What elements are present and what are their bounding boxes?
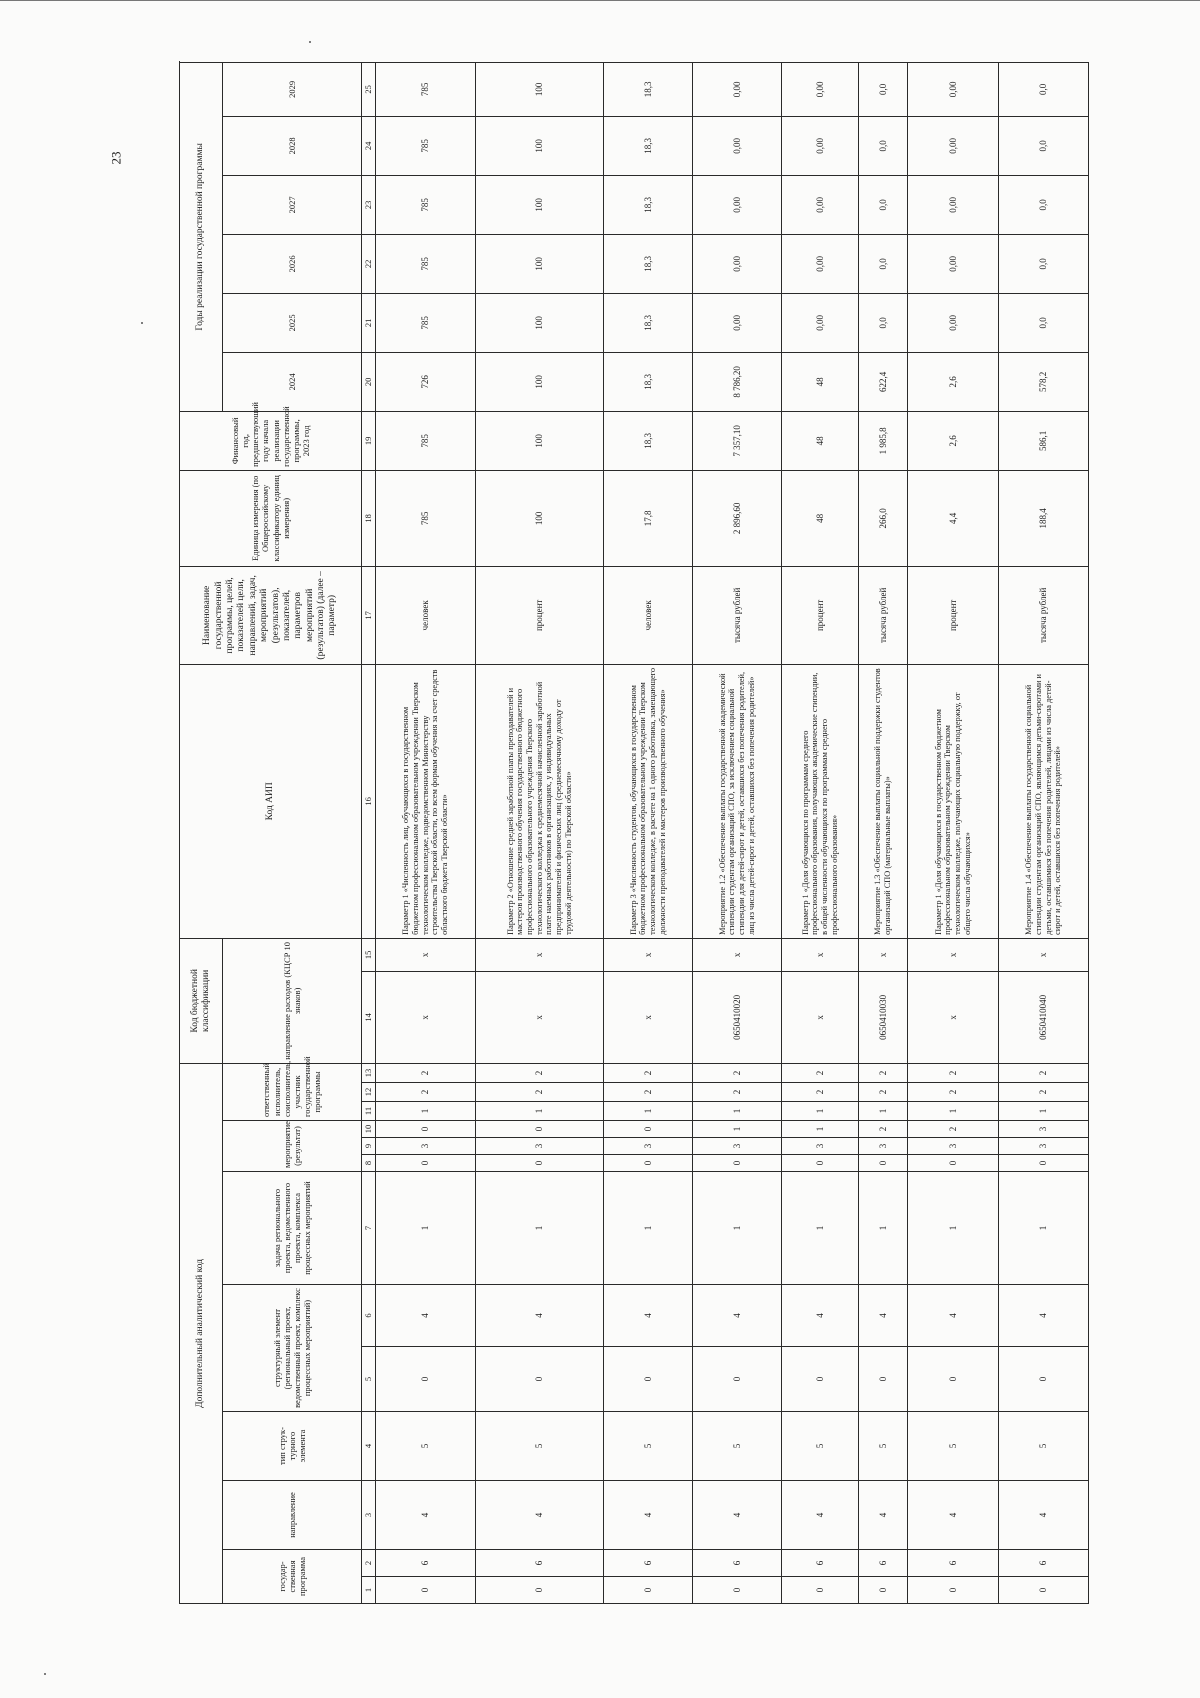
cell-2024: 7 357,10: [693, 411, 782, 470]
col-num: 10: [362, 1121, 376, 1138]
cell-2025: 18,3: [604, 352, 693, 411]
cell-measure-3: 2: [908, 1121, 999, 1138]
cell-2027: 18,3: [604, 234, 693, 293]
cell-gp-1: 0: [859, 1577, 908, 1604]
cell-measure-2: 3: [693, 1138, 782, 1155]
cell-2027: 0,00: [908, 234, 999, 293]
header-structural-element: структурный элемент (региональный проект, ведомственный проект, комплекс процессных мероприятий): [223, 1285, 362, 1412]
cell-executor-2: 2: [476, 1083, 604, 1102]
cell-2029: 0,00: [693, 116, 782, 175]
header-kcsr: направление расходов (КЦСР 10 знаков): [223, 938, 362, 1063]
cell-element-type: 5: [859, 1412, 908, 1481]
header-unit: Единица измерения (по Общероссийскому классификатору единиц измерения): [180, 470, 362, 566]
cell-2025: 2,6: [908, 352, 999, 411]
cell-executor-1: 1: [999, 1102, 1089, 1121]
cell-element-type: 5: [908, 1412, 999, 1481]
cell-direction: 4: [999, 1481, 1089, 1550]
cell-structural-element-2: 4: [999, 1285, 1089, 1347]
cell-2030: 785: [376, 62, 476, 116]
cell-name: Мероприятие 1.4 «Обеспечение выплаты государственной социальной стипендии студентам организаций СПО, являющимся детьми-сиротами и детьми, оставшимися без попечения родителей, лицами из числа детей-сирот и детей, оставшихся без попечения родителей»: [999, 664, 1089, 938]
cell-executor-3: 2: [859, 1063, 908, 1082]
cell-element-type: 5: [782, 1412, 859, 1481]
cell-measure-2: 3: [859, 1138, 908, 1155]
cell-executor-3: 2: [376, 1063, 476, 1082]
cell-2030: 0,0: [999, 62, 1089, 116]
col-num: 1: [362, 1577, 376, 1604]
cell-task: 1: [604, 1172, 693, 1285]
cell-task: 1: [999, 1172, 1089, 1285]
page-top-edge: [0, 0, 1200, 1]
header-task: задача регионального проекта, ведомственного проекта, комплекса процессных мероприятий: [223, 1172, 362, 1285]
cell-aip: x: [859, 938, 908, 971]
cell-gp-2: 6: [782, 1550, 859, 1577]
cell-2028: 18,3: [604, 175, 693, 234]
cell-executor-1: 1: [604, 1102, 693, 1121]
cell-structural-element-2: 4: [476, 1285, 604, 1347]
cell-executor-3: 2: [693, 1063, 782, 1082]
cell-measure-3: 2: [859, 1121, 908, 1138]
document-table-area: [179, 80, 1063, 1604]
cell-fin-year: 17,8: [604, 470, 693, 566]
cell-executor-3: 2: [782, 1063, 859, 1082]
cell-2024: 586,1: [999, 411, 1089, 470]
cell-kcsr: x: [782, 971, 859, 1063]
cell-2026: 0,0: [859, 293, 908, 352]
cell-name: Параметр 1 «Доля обучающихся по программам среднего профессионального образования, получающих академические стипендии, в общей численности обучающихся по программам среднего профессионального образования»: [782, 664, 859, 938]
table-row: [376, 62, 476, 1603]
col-num: 23: [362, 175, 376, 234]
header-years-group: Годы реализации государственной программы: [180, 62, 223, 411]
cell-2028: 0,00: [782, 175, 859, 234]
cell-2026: 18,3: [604, 293, 693, 352]
cell-executor-3: 2: [999, 1063, 1089, 1082]
col-num: 25: [362, 62, 376, 116]
cell-element-type: 5: [693, 1412, 782, 1481]
cell-name: Мероприятие 1.3 «Обеспечение выплаты социальной поддержки студентов организаций СПО (материальные выплаты)»: [859, 664, 908, 938]
cell-measure-3: 1: [782, 1121, 859, 1138]
col-num: 17: [362, 566, 376, 664]
cell-measure-3: 0: [476, 1121, 604, 1138]
cell-name: Мероприятие 1.2 «Обеспечение выплаты государственной академической стипендии студентам организаций СПО, за исключением социальной стипендии для детей-сирот и детей, оставшихся без попечения родителей, лиц из числа детей-сирот и детей, оставшихся без попечения родителей»: [693, 664, 782, 938]
cell-gp-1: 0: [693, 1577, 782, 1604]
header-year-2024: 2024: [223, 352, 362, 411]
cell-structural-element-2: 4: [693, 1285, 782, 1347]
cell-structural-element-1: 0: [859, 1347, 908, 1412]
col-num: 3: [362, 1481, 376, 1550]
header-element-type: тип струк-турного элемента: [223, 1412, 362, 1481]
cell-name: Параметр 1 «Доля обучающихся в государственном бюджетном профессиональном образовательном учреждении Тверском технологическом колледже, получающих социальную поддержку, от общего числа обучающихся»: [908, 664, 999, 938]
cell-structural-element-1: 0: [999, 1347, 1089, 1412]
cell-2029: 0,00: [782, 116, 859, 175]
cell-2026: 100: [476, 293, 604, 352]
cell-unit: человек: [604, 566, 693, 664]
cell-executor-2: 2: [908, 1083, 999, 1102]
cell-measure-1: 0: [908, 1155, 999, 1172]
cell-executor-2: 2: [604, 1083, 693, 1102]
cell-executor-1: 1: [782, 1102, 859, 1121]
header-year-2025: 2025: [223, 293, 362, 352]
cell-2030: 100: [476, 62, 604, 116]
cell-executor-2: 2: [859, 1083, 908, 1102]
cell-measure-2: 3: [782, 1138, 859, 1155]
cell-executor-1: 1: [908, 1102, 999, 1121]
cell-task: 1: [782, 1172, 859, 1285]
header-aip: Код АИП: [180, 664, 362, 938]
cell-gp-2: 6: [376, 1550, 476, 1577]
cell-2029: 100: [476, 116, 604, 175]
cell-aip: x: [604, 938, 693, 971]
cell-direction: 4: [859, 1481, 908, 1550]
cell-2028: 0,0: [859, 175, 908, 234]
cell-element-type: 5: [376, 1412, 476, 1481]
cell-element-type: 5: [476, 1412, 604, 1481]
col-num: 12: [362, 1083, 376, 1102]
cell-task: 1: [693, 1172, 782, 1285]
header-year-2028: 2028: [223, 116, 362, 175]
col-num: 24: [362, 116, 376, 175]
cell-executor-2: 2: [999, 1083, 1089, 1102]
cell-2028: 100: [476, 175, 604, 234]
col-num: 18: [362, 470, 376, 566]
cell-unit: тысяча рублей: [999, 566, 1089, 664]
col-num: 22: [362, 234, 376, 293]
cell-direction: 4: [376, 1481, 476, 1550]
cell-gp-1: 0: [376, 1577, 476, 1604]
cell-2025: 100: [476, 352, 604, 411]
cell-gp-2: 6: [476, 1550, 604, 1577]
cell-gp-2: 6: [859, 1550, 908, 1577]
page-number: 23: [108, 151, 124, 165]
cell-2028: 0,0: [999, 175, 1089, 234]
cell-kcsr: x: [476, 971, 604, 1063]
col-num: 13: [362, 1063, 376, 1082]
scan-speck: [141, 322, 143, 324]
cell-2025: 48: [782, 352, 859, 411]
table-row: [999, 62, 1089, 1603]
table-row: [693, 62, 782, 1603]
cell-measure-2: 3: [476, 1138, 604, 1155]
table-row: [604, 62, 693, 1603]
program-table: [179, 62, 1089, 1604]
cell-gp-1: 0: [604, 1577, 693, 1604]
cell-name: Параметр 1 «Численность лиц, обучающихся в государственном бюджетном профессиональном образовательном учреждении Тверском технологическом колледже, подведомственном Министерству строительства Тверской области, по всем формам обучения за счет средств областного бюджета Тверской области»: [376, 664, 476, 938]
cell-measure-1: 0: [999, 1155, 1089, 1172]
cell-fin-year: 4,4: [908, 470, 999, 566]
col-num: 11: [362, 1102, 376, 1121]
col-num: 5: [362, 1347, 376, 1412]
header-budget-code: Код бюджетной классификации: [180, 938, 223, 1063]
cell-unit: процент: [476, 566, 604, 664]
cell-2030: 18,3: [604, 62, 693, 116]
table-row: [782, 62, 859, 1603]
cell-2029: 0,00: [908, 116, 999, 175]
header-year-2027: 2027: [223, 175, 362, 234]
cell-2029: 0,0: [999, 116, 1089, 175]
cell-2026: 0,00: [782, 293, 859, 352]
cell-2025: 578,2: [999, 352, 1089, 411]
cell-2025: 8 786,20: [693, 352, 782, 411]
cell-aip: x: [999, 938, 1089, 971]
cell-2030: 0,00: [782, 62, 859, 116]
cell-unit: процент: [782, 566, 859, 664]
cell-2025: 622,4: [859, 352, 908, 411]
col-num: 4: [362, 1412, 376, 1481]
header-fin-year: Финансовый год, предшествующий году начала реализации государственной программы, 2023 год: [180, 411, 362, 470]
cell-2024: 18,3: [604, 411, 693, 470]
cell-structural-element-1: 0: [782, 1347, 859, 1412]
cell-aip: x: [376, 938, 476, 971]
cell-2027: 0,0: [999, 234, 1089, 293]
cell-measure-2: 3: [999, 1138, 1089, 1155]
cell-executor-1: 1: [476, 1102, 604, 1121]
cell-structural-element-2: 4: [782, 1285, 859, 1347]
cell-fin-year: 100: [476, 470, 604, 566]
table-row: [908, 62, 999, 1603]
col-num: 9: [362, 1138, 376, 1155]
cell-fin-year: 785: [376, 470, 476, 566]
col-num: 21: [362, 293, 376, 352]
cell-measure-3: 0: [376, 1121, 476, 1138]
cell-fin-year: 48: [782, 470, 859, 566]
cell-structural-element-2: 4: [859, 1285, 908, 1347]
cell-measure-1: 0: [859, 1155, 908, 1172]
cell-aip: x: [782, 938, 859, 971]
col-num: 7: [362, 1172, 376, 1285]
cell-direction: 4: [693, 1481, 782, 1550]
header-additional-code: Дополнительный аналитический код: [180, 1063, 223, 1603]
cell-aip: x: [908, 938, 999, 971]
cell-2024: 48: [782, 411, 859, 470]
cell-unit: процент: [908, 566, 999, 664]
scan-speck: [309, 41, 311, 43]
cell-kcsr: x: [376, 971, 476, 1063]
cell-measure-1: 0: [476, 1155, 604, 1172]
header-gp: государ-ственная программа: [223, 1550, 362, 1604]
cell-kcsr: x: [908, 971, 999, 1063]
col-num: 14: [362, 971, 376, 1063]
cell-executor-3: 2: [908, 1063, 999, 1082]
col-num: 20: [362, 352, 376, 411]
cell-structural-element-2: 4: [908, 1285, 999, 1347]
cell-element-type: 5: [999, 1412, 1089, 1481]
cell-2028: 785: [376, 175, 476, 234]
cell-unit: человек: [376, 566, 476, 664]
cell-2027: 100: [476, 234, 604, 293]
cell-executor-1: 1: [859, 1102, 908, 1121]
header-name: Наименование государственной программы, целей, показателей цели, направлений, задач, мероприятий (результатов), показателей, параметров мероприятий (результатов) (далее – параметр): [180, 566, 362, 664]
table-row: [859, 62, 908, 1603]
column-number-row: [362, 62, 376, 1603]
cell-2028: 0,00: [693, 175, 782, 234]
cell-fin-year: 2 896,60: [693, 470, 782, 566]
cell-structural-element-1: 0: [693, 1347, 782, 1412]
cell-measure-2: 3: [376, 1138, 476, 1155]
cell-measure-1: 0: [693, 1155, 782, 1172]
col-num: 2: [362, 1550, 376, 1577]
cell-gp-2: 6: [908, 1550, 999, 1577]
cell-executor-1: 1: [693, 1102, 782, 1121]
cell-element-type: 5: [604, 1412, 693, 1481]
cell-measure-1: 0: [604, 1155, 693, 1172]
scan-speck: [44, 1673, 46, 1675]
cell-direction: 4: [604, 1481, 693, 1550]
cell-name: Параметр 3 «Численность студентов, обучающихся в государственном бюджетном профессиональном образовательном учреждении Тверском технологическом колледже, в расчете на 1 одного работника, замещающего должности преподавателей и мастеров производственного обучения»: [604, 664, 693, 938]
cell-aip: x: [476, 938, 604, 971]
col-num: 15: [362, 938, 376, 971]
cell-gp-1: 0: [999, 1577, 1089, 1604]
cell-gp-1: 0: [782, 1577, 859, 1604]
cell-kcsr: 0650410030: [859, 971, 908, 1063]
cell-2027: 0,00: [693, 234, 782, 293]
cell-task: 1: [376, 1172, 476, 1285]
cell-gp-1: 0: [908, 1577, 999, 1604]
table-row: [476, 62, 604, 1603]
cell-aip: x: [693, 938, 782, 971]
cell-gp-2: 6: [693, 1550, 782, 1577]
cell-kcsr: 0650410020: [693, 971, 782, 1063]
cell-2024: 100: [476, 411, 604, 470]
header-year-2026: 2026: [223, 234, 362, 293]
cell-fin-year: 188,4: [999, 470, 1089, 566]
cell-2024: 2,6: [908, 411, 999, 470]
cell-2026: 0,00: [908, 293, 999, 352]
cell-kcsr: 0650410040: [999, 971, 1089, 1063]
cell-executor-2: 2: [782, 1083, 859, 1102]
cell-2028: 0,00: [908, 175, 999, 234]
cell-2029: 785: [376, 116, 476, 175]
cell-2029: 0,0: [859, 116, 908, 175]
col-num: 8: [362, 1155, 376, 1172]
cell-2027: 0,00: [782, 234, 859, 293]
cell-2024: 1 985,8: [859, 411, 908, 470]
cell-2024: 785: [376, 411, 476, 470]
cell-name: Параметр 2 «Отношение средней заработной платы преподавателей и мастеров производственного обучения государственного бюджетного профессионального образовательного учреждения Тверского технологического колледжа к среднемесячной начисленной заработной плате наемных работников в организациях, у индивидуальных предпринимателей и физических лиц (среднемесячному доходу от трудовой деятельности) по Тверской области»: [476, 664, 604, 938]
cell-2030: 0,0: [859, 62, 908, 116]
cell-measure-3: 3: [999, 1121, 1089, 1138]
cell-task: 1: [908, 1172, 999, 1285]
cell-task: 1: [859, 1172, 908, 1285]
header-executor: ответственный исполнитель, соисполнитель, участник государственной программы: [223, 1063, 362, 1120]
cell-structural-element-2: 4: [376, 1285, 476, 1347]
cell-measure-1: 0: [782, 1155, 859, 1172]
cell-direction: 4: [476, 1481, 604, 1550]
header-year-2029: 2029: [223, 62, 362, 116]
cell-executor-1: 1: [376, 1102, 476, 1121]
cell-measure-2: 3: [908, 1138, 999, 1155]
cell-kcsr: x: [604, 971, 693, 1063]
cell-direction: 4: [782, 1481, 859, 1550]
col-num: 16: [362, 664, 376, 938]
cell-2029: 18,3: [604, 116, 693, 175]
cell-task: 1: [476, 1172, 604, 1285]
cell-executor-3: 2: [604, 1063, 693, 1082]
cell-2025: 726: [376, 352, 476, 411]
cell-structural-element-1: 0: [376, 1347, 476, 1412]
cell-gp-2: 6: [604, 1550, 693, 1577]
cell-2026: 0,00: [693, 293, 782, 352]
col-num: 6: [362, 1285, 376, 1347]
cell-executor-2: 2: [376, 1083, 476, 1102]
cell-2030: 0,00: [908, 62, 999, 116]
cell-2027: 0,0: [859, 234, 908, 293]
cell-structural-element-1: 0: [604, 1347, 693, 1412]
cell-measure-3: 1: [693, 1121, 782, 1138]
col-num: 19: [362, 411, 376, 470]
header-direction: направление: [223, 1481, 362, 1550]
cell-executor-3: 2: [476, 1063, 604, 1082]
cell-2026: 0,0: [999, 293, 1089, 352]
cell-executor-2: 2: [693, 1083, 782, 1102]
cell-measure-3: 0: [604, 1121, 693, 1138]
cell-measure-2: 3: [604, 1138, 693, 1155]
header-measure: мероприятие (результат): [223, 1121, 362, 1172]
cell-2027: 785: [376, 234, 476, 293]
cell-2030: 0,00: [693, 62, 782, 116]
cell-2026: 785: [376, 293, 476, 352]
header-row-1: [180, 62, 223, 1603]
cell-structural-element-2: 4: [604, 1285, 693, 1347]
cell-measure-1: 0: [376, 1155, 476, 1172]
cell-structural-element-1: 0: [908, 1347, 999, 1412]
cell-unit: тысяча рублей: [693, 566, 782, 664]
cell-direction: 4: [908, 1481, 999, 1550]
cell-gp-2: 6: [999, 1550, 1089, 1577]
cell-structural-element-1: 0: [476, 1347, 604, 1412]
cell-fin-year: 266,0: [859, 470, 908, 566]
cell-gp-1: 0: [476, 1577, 604, 1604]
cell-unit: тысяча рублей: [859, 566, 908, 664]
